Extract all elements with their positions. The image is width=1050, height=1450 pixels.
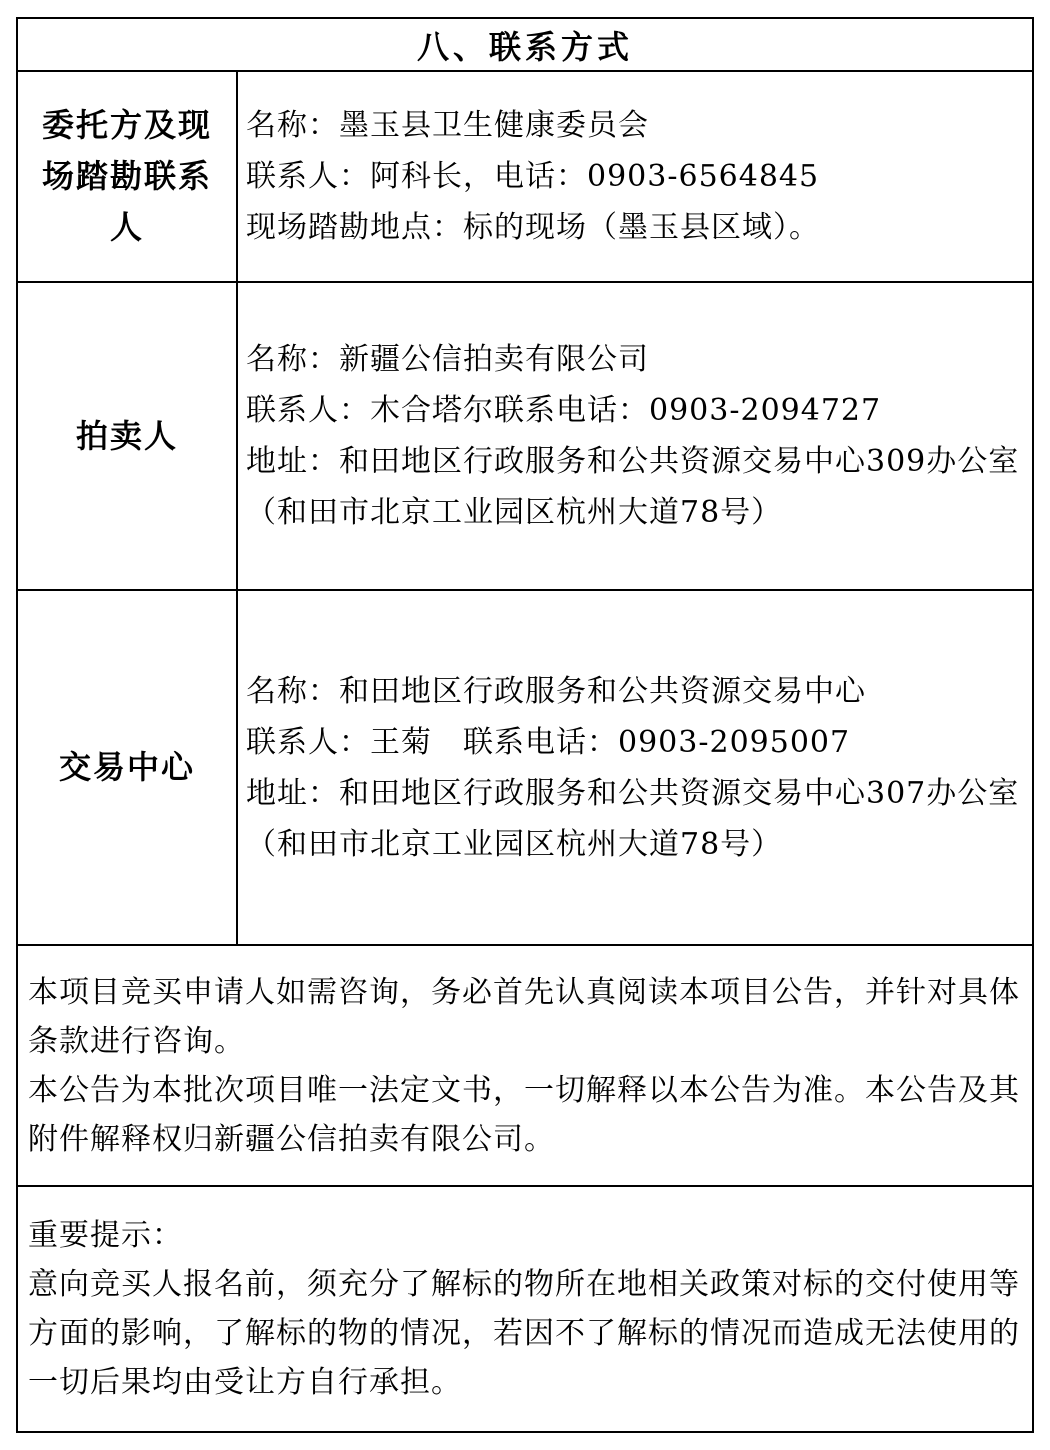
notice-row — [18, 946, 1032, 1187]
client-name: 名称：墨玉县卫生健康委员会 — [246, 108, 649, 143]
notice-paragraph-2: 本公告为本批次项目唯一法定文书，一切解释以本公告为准。本公告及其附件解释权归新疆公信拍卖有限公司。 — [28, 1072, 1020, 1157]
section-title-text: 八、联系方式 — [416, 27, 633, 66]
exchange-label: 交易中心 — [58, 748, 195, 786]
auctioneer-address: 地址：和田地区行政服务和公共资源交易中心309办公室（和田市北京工业园区杭州大道78号） — [246, 444, 1020, 530]
exchange-row — [18, 591, 1032, 946]
important-row — [18, 1187, 1032, 1431]
client-content-cell — [238, 72, 1032, 281]
notice-paragraph-1: 本项目竞买申请人如需咨询，务必首先认真阅读本项目公告，并针对具体条款进行咨询。 — [28, 974, 1020, 1059]
important-cell — [18, 1187, 1032, 1431]
contact-table — [16, 17, 1034, 1433]
auctioneer-contact: 联系人：木合塔尔联系电话：0903-2094727 — [246, 393, 882, 428]
auctioneer-row — [18, 283, 1032, 591]
client-row — [18, 72, 1032, 283]
important-body: 意向竞买人报名前，须充分了解标的物所在地相关政策对标的交付使用等方面的影响，了解标的物的情况，若因不了解标的情况而造成无法使用的一切后果均由受让方自行承担。 — [28, 1267, 1020, 1400]
notice-cell — [18, 946, 1032, 1185]
client-contact: 联系人：阿科长，电话：0903-6564845 — [246, 159, 820, 194]
auctioneer-name: 名称：新疆公信拍卖有限公司 — [246, 342, 649, 377]
client-site: 现场踏勘地点：标的现场（墨玉县区域）。 — [246, 210, 820, 245]
auctioneer-label-cell — [18, 283, 238, 589]
client-label-cell — [18, 72, 238, 281]
exchange-name: 名称：和田地区行政服务和公共资源交易中心 — [246, 673, 866, 709]
auctioneer-content-cell — [238, 283, 1032, 589]
auctioneer-label: 拍卖人 — [75, 416, 178, 455]
client-label: 委托方及现场踏勘联系人 — [41, 106, 212, 246]
exchange-address: 地址：和田地区行政服务和公共资源交易中心307办公室（和田市北京工业园区杭州大道78号） — [246, 775, 1020, 862]
important-heading: 重要提示： — [28, 1218, 183, 1253]
exchange-content-cell — [238, 591, 1032, 944]
exchange-contact: 联系人：王菊 联系电话：0903-2095007 — [246, 724, 851, 760]
exchange-label-cell — [18, 591, 238, 944]
section-title — [18, 19, 1032, 72]
